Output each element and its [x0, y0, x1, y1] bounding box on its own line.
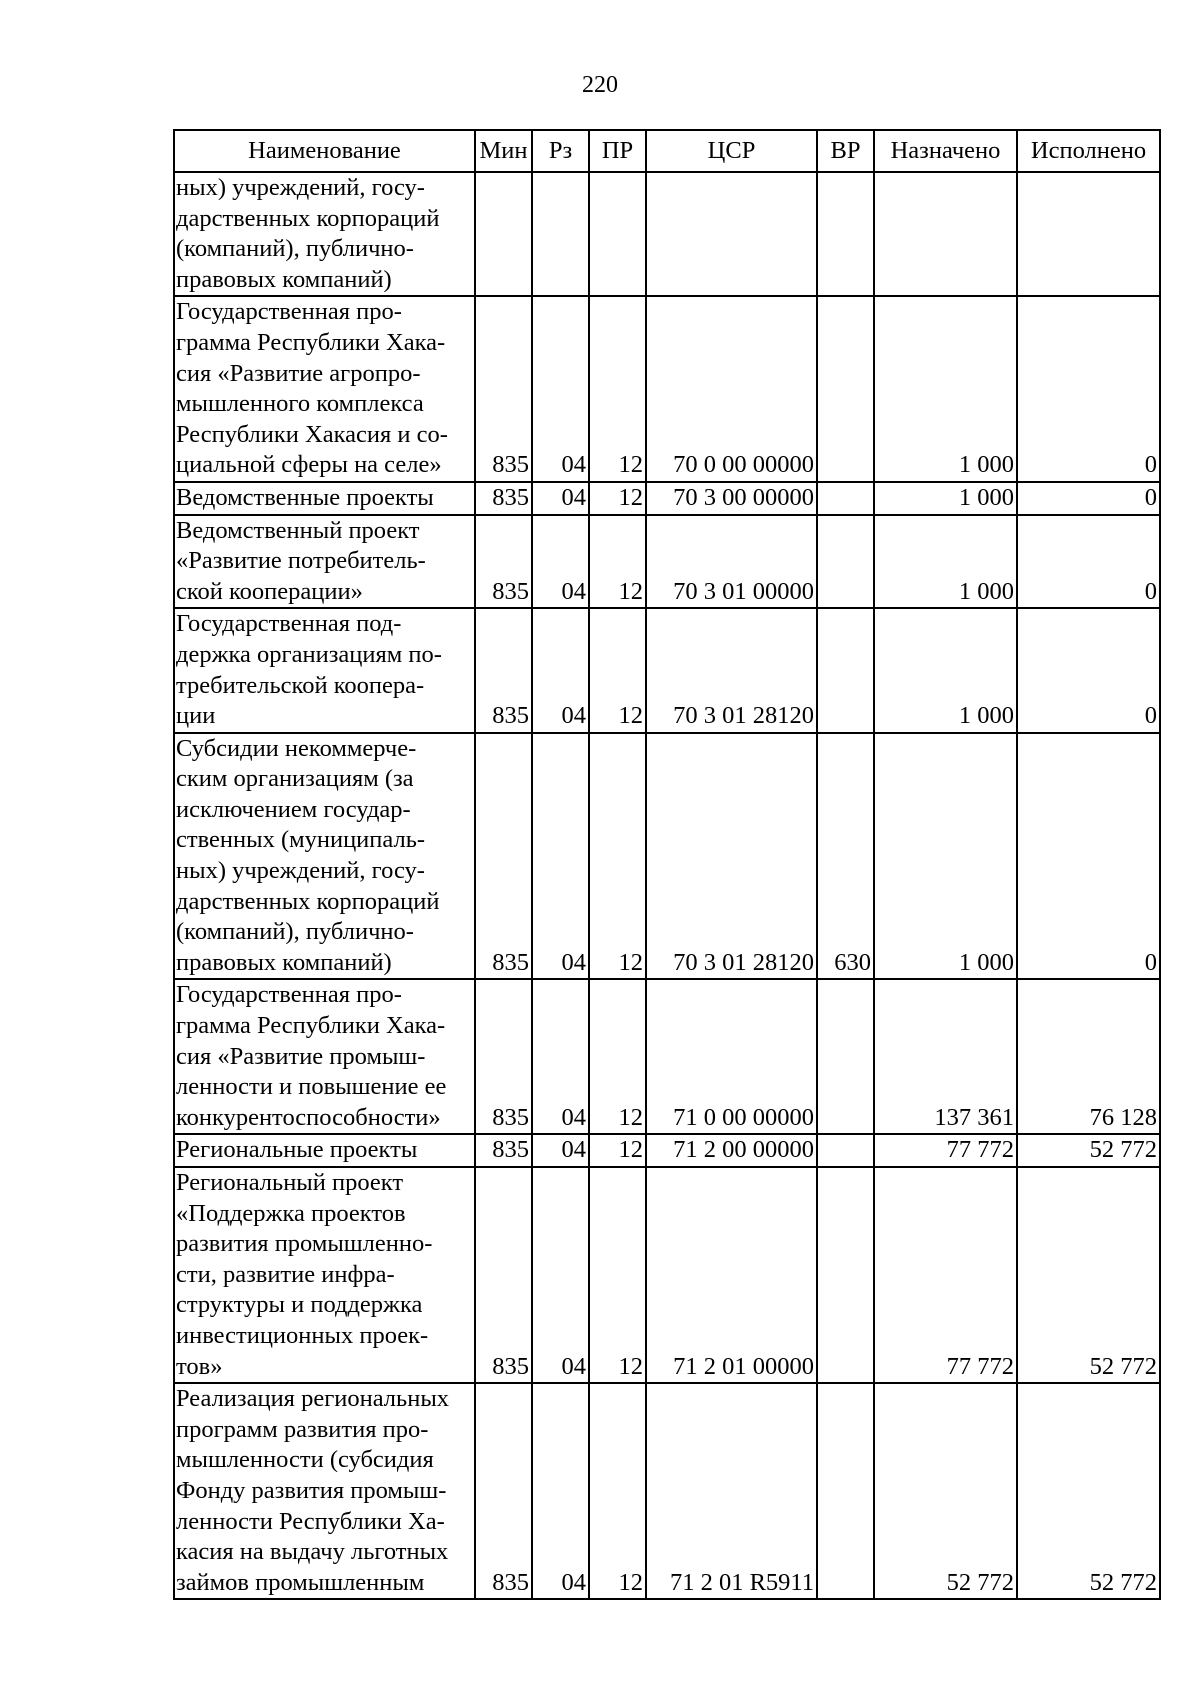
cell-assigned: 1 000 — [874, 733, 1017, 980]
header-rz: Рз — [532, 130, 589, 172]
cell-vr — [817, 172, 874, 296]
cell-name — [174, 979, 475, 1134]
row-name-text: ных) учреждений, госу- дарственных корпораций (компаний), публично- правовых компаний) — [176, 174, 440, 293]
cell-vr — [817, 1167, 874, 1383]
cell-name — [174, 515, 475, 609]
row-name-text: Государственная про- грамма Республики Хака- сия «Развитие агропро- мышленного комплекса Республики Хакасия и со- циальной сферы на селе» — [176, 298, 448, 479]
cell-csr: 70 3 01 00000 — [646, 515, 817, 609]
header-pr: ПР — [589, 130, 646, 172]
cell-name — [174, 482, 475, 515]
cell-vr — [817, 608, 874, 732]
cell-min: 835 — [475, 1134, 532, 1167]
cell-vr: 630 — [817, 733, 874, 980]
cell-rz — [532, 172, 589, 296]
page-number: 220 — [582, 72, 618, 98]
cell-pr: 12 — [589, 1167, 646, 1383]
cell-assigned: 77 772 — [874, 1134, 1017, 1167]
cell-executed: 52 772 — [1017, 1383, 1160, 1599]
cell-executed: 0 — [1017, 482, 1160, 515]
cell-csr: 71 2 01 00000 — [646, 1167, 817, 1383]
table-row — [174, 733, 1160, 980]
budget-table — [173, 129, 1161, 1600]
cell-pr: 12 — [589, 482, 646, 515]
cell-csr: 70 0 00 00000 — [646, 296, 817, 482]
cell-pr — [589, 172, 646, 296]
table-row — [174, 1167, 1160, 1383]
cell-min: 835 — [475, 515, 532, 609]
cell-executed — [1017, 172, 1160, 296]
cell-vr — [817, 482, 874, 515]
cell-vr — [817, 1383, 874, 1599]
cell-rz: 04 — [532, 1167, 589, 1383]
cell-rz: 04 — [532, 482, 589, 515]
cell-min — [475, 172, 532, 296]
header-vr: ВР — [817, 130, 874, 172]
cell-csr — [646, 172, 817, 296]
table-row — [174, 172, 1160, 296]
cell-vr — [817, 1134, 874, 1167]
cell-rz: 04 — [532, 515, 589, 609]
cell-pr: 12 — [589, 733, 646, 980]
cell-name — [174, 172, 475, 296]
table-row — [174, 515, 1160, 609]
cell-pr: 12 — [589, 1134, 646, 1167]
cell-min: 835 — [475, 1167, 532, 1383]
cell-pr: 12 — [589, 979, 646, 1134]
row-name-text: Реализация региональных программ развития про- мышленности (субсидия Фонду развития промыш- ленности Республики Ха- касия на выдачу льготных займов промышленным — [176, 1385, 450, 1596]
cell-executed: 76 128 — [1017, 979, 1160, 1134]
row-name-text: Ведомственные проекты — [176, 483, 434, 511]
cell-rz: 04 — [532, 608, 589, 732]
table-row — [174, 608, 1160, 732]
cell-executed: 52 772 — [1017, 1167, 1160, 1383]
cell-assigned: 1 000 — [874, 482, 1017, 515]
cell-executed: 0 — [1017, 733, 1160, 980]
cell-rz: 04 — [532, 1383, 589, 1599]
header-csr: ЦСР — [646, 130, 817, 172]
cell-pr: 12 — [589, 608, 646, 732]
table-row — [174, 296, 1160, 482]
row-name-text: Государственная под- держка организациям по- требительской коопера- ции — [176, 610, 442, 730]
cell-csr: 70 3 01 28120 — [646, 733, 817, 980]
cell-min: 835 — [475, 733, 532, 980]
cell-name — [174, 296, 475, 482]
cell-min: 835 — [475, 979, 532, 1134]
row-name-text: Государственная про- грамма Республики Хака- сия «Развитие промыш- ленности и повышение ее конкурентоспособности» — [176, 981, 447, 1131]
cell-name — [174, 1134, 475, 1167]
cell-assigned: 1 000 — [874, 515, 1017, 609]
cell-assigned: 1 000 — [874, 296, 1017, 482]
header-min: Мин — [475, 130, 532, 172]
table-header-row — [174, 130, 1160, 172]
row-name-text: Региональные проекты — [176, 1136, 418, 1164]
cell-name — [174, 1167, 475, 1383]
cell-csr: 71 0 00 00000 — [646, 979, 817, 1134]
cell-assigned — [874, 172, 1017, 296]
table-row — [174, 979, 1160, 1134]
table-row — [174, 482, 1160, 515]
cell-csr: 70 3 00 00000 — [646, 482, 817, 515]
cell-csr: 71 2 01 R5911 — [646, 1383, 817, 1599]
cell-executed: 0 — [1017, 296, 1160, 482]
header-executed: Исполнено — [1017, 130, 1160, 172]
row-name-text: Региональный проект «Поддержка проектов развития промышленно- сти, развитие инфра- структуры и поддержка инвестиционных проек- тов» — [176, 1169, 433, 1380]
cell-name — [174, 1383, 475, 1599]
cell-rz: 04 — [532, 733, 589, 980]
cell-csr: 71 2 00 00000 — [646, 1134, 817, 1167]
cell-min: 835 — [475, 296, 532, 482]
header-name: Наименование — [174, 130, 475, 172]
cell-min: 835 — [475, 608, 532, 732]
cell-assigned: 77 772 — [874, 1167, 1017, 1383]
table-row — [174, 1383, 1160, 1599]
cell-pr: 12 — [589, 515, 646, 609]
cell-vr — [817, 515, 874, 609]
cell-assigned: 1 000 — [874, 608, 1017, 732]
cell-name — [174, 608, 475, 732]
cell-name — [174, 733, 475, 980]
row-name-text: Ведомственный проект «Развитие потребитель- ской кооперации» — [176, 516, 426, 605]
cell-executed: 0 — [1017, 515, 1160, 609]
header-assigned: Назначено — [874, 130, 1017, 172]
cell-assigned: 137 361 — [874, 979, 1017, 1134]
row-name-text: Субсидии некоммерче- ским организациям (за исключением государ- ственных (муниципаль- ных) учреждений, госу- дарственных корпораций (компаний), публично- правовых компаний) — [176, 734, 440, 976]
cell-min: 835 — [475, 1383, 532, 1599]
cell-rz: 04 — [532, 1134, 589, 1167]
cell-pr: 12 — [589, 296, 646, 482]
cell-assigned: 52 772 — [874, 1383, 1017, 1599]
cell-executed: 0 — [1017, 608, 1160, 732]
cell-rz: 04 — [532, 296, 589, 482]
cell-executed: 52 772 — [1017, 1134, 1160, 1167]
table-row — [174, 1134, 1160, 1167]
cell-rz: 04 — [532, 979, 589, 1134]
cell-pr: 12 — [589, 1383, 646, 1599]
cell-vr — [817, 296, 874, 482]
cell-min: 835 — [475, 482, 532, 515]
cell-csr: 70 3 01 28120 — [646, 608, 817, 732]
cell-vr — [817, 979, 874, 1134]
